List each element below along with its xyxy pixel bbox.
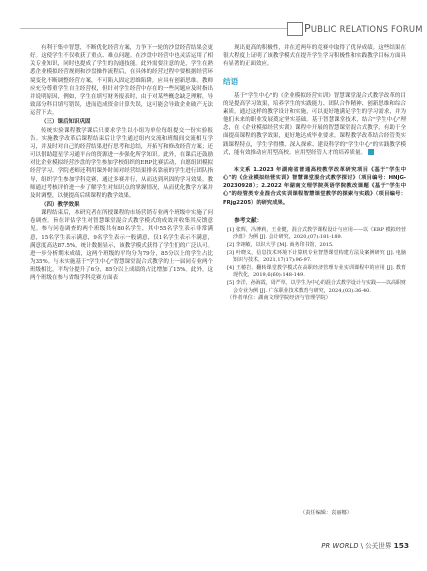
journal-header-title	[304, 22, 423, 35]
conclusion-text: 基于"学生中心"的《企业模拟经营实训》智慧课堂混合式教学改革的目的是提高学习效果，培养学生的实践能力、团队合作精神、创新思维和综合素质。通过这样的教学设计和实施，可以更好地满足学生的学习需求，并为他们未来的职业发展奠定坚实基础。基于智慧课堂技术，结合"学生中心"理念，在《企业模拟经营实训》课程中开展的智慧课堂混合式教学，有助于全面提高课程的教学效果，更好地达成毕业要求。课程教学改革结合经管类实践课程特点，学生学得懂、深入探索、建设科学的"学生中心"的实践教学模式，能有效推动应用型高校。应用型经管人才的培养质量。	[223, 92, 406, 156]
header-title-rest: UBLIC RELATIONS FORUM	[310, 24, 423, 34]
section-title-text: 结语	[223, 77, 239, 87]
left-column	[30, 44, 213, 283]
subsection-heading-3: （三）课后知识巩固	[41, 119, 91, 126]
paragraph: 现出更高的积极性，并在近两年的竞赛中取得了优异成绩。这些结果在很大程度上证明了该教学模式在提升学生学习积极性和实践教学目标方面具有显著的正面效应。	[223, 45, 406, 68]
page-footer	[321, 540, 409, 550]
header-rule	[20, 28, 290, 29]
paragraph: 传统实验课程教学课后只要求学生以小组为单位每组提交一份实验报告。实施教学改革后课程结束后让学生通过组内交流和班级间交流相互学习，并及时对自己的经营结果进行思考和总结，开拓写和修改经营方案；还可以借助超星学习通平台的资源进一步强化所学知识。此外，在课后还鼓励对比企业模拟经营沙盘的学生参加学校组织的ERP比赛活动，自愿组团模拟经营学习。学院老师还利用课外时间对经营结果排名靠前的学生进行团队指导，组织学生参加学科竞赛，通过多赛并行，从而达到巩固的学习效果。教师通过考核评价进一步了解学生对知识点的掌握情况，从而优化教学方案并及时调整，以便提高后续课程的教学效果。	[30, 127, 213, 199]
reference-item: [4] 王椿岩，翻转课堂教学模式在高职经济管理专业实训课程中的应用 [J]. 教育现代化，2019,6(60):148-149.	[227, 264, 406, 279]
funding-note: 本文系 1.2023 年湖南省普通高校教学改革研究项目《基于"学生中心"的《企业模拟经营实训》智慧课堂混合式教学探讨》（项目编号：HNJG-20230928）；2.2022 年湖南文理学院英语学院教改课题《基于"学生中心"的经管类专业混合式实训课程智慧课堂教学的探索与实践》（项目编号：FRjg2205）的研究成果。	[223, 166, 406, 206]
header-box	[287, 22, 303, 36]
footer-brand: PR WORLD	[321, 542, 359, 550]
right-column	[223, 44, 406, 303]
footer-section: 公关世界	[365, 542, 392, 550]
paragraph: 课程结束后，本研究者在所授课程的市场营销专业两个班级中实施了问卷调查。旨在评估学生对智慧课堂混合式教学模式的成效并收集其反馈意见。参与问卷调查的两个班级共有80名学生，其中55名学生表示非常满意，15名学生表示满意，9名学生表示一般满意，仅1名学生表示不满意，满意度高达87.5%，统计数据显示，该教学模式获得了学生们的广泛认可。进一步分析期末成绩，这两个班级的平均分为79分，85分以上的学生占比为35%。与未实施基于"学生中心"智慧课堂混合式教学的上一届同专业两个班级相比，平均分提升了6分，85分以上成绩的占比增加了15%。此外，这两个班级在参与省级学科竞赛方面表	[30, 210, 213, 282]
reference-item: [3] 叶晓义，信息技术环境下计算机专业智慧课堂构建方法及案例研究 [J]. 电脑知识与技术，2021,17(17):96-97.	[227, 249, 406, 264]
reference-item: [2] 李翊敏，以识大学 [M]. 商务印书馆，2015.	[227, 242, 334, 248]
subsection-heading-4: （四）教学效果	[41, 201, 80, 208]
paragraph: 有利于集中智慧，不断优化经营方案，力争下一轮的沙盘经营结果会更好。这使学生不仅收获了重点、难点问题。在沙盘中经营中也灵活运用了相关专业知识，同时也提成了学生的沟通技能。此外需要注意的是，学生在熟悉企业模拟经营规则和沙盘操作流程后，在具体的经营过程中要根据经营环境变化不断调整经营方案，不可陷入固定思维陷阱，应具有创新思维。教师应充分尊重学生自主经营权，但针对学生经营中存在的一些问题应及时指出并说明原因，例如，学生在填写财务报表时，由于对某些概念缺乏理解，导致部分科目填写错误，进而造成资金计算失误，这可能会导致企业破产无法运营下去。	[30, 45, 213, 117]
page-number: 153	[393, 541, 409, 550]
responsible-editor: （责任编辑：袁丽娜）	[300, 510, 352, 516]
conclusion-paragraph	[223, 92, 406, 157]
author-affiliation: （作者单位：湖南文理学院经济与管理学院）	[227, 295, 331, 302]
header-initial: P	[304, 22, 311, 35]
end-of-article-icon	[368, 149, 374, 155]
reference-item: [5] 李洋，孙海霞，周严草，以学生为中心的混合式教学设计与实践——以高职财会专业为例 [J]. 广东职业技术教育与研究，2024,(03):36-40.	[227, 279, 406, 294]
footer-separator: \	[358, 542, 366, 550]
references-title: 参考文献：	[234, 217, 263, 224]
reference-item: [1] 张辉，冯博莉，王业健，混合式教学课程设计与应用——以《ERP 模拟经营沙盘》为例 [J]. 会计研究，2020,(07):181-189.	[227, 226, 406, 241]
section-title-conclusion	[223, 78, 406, 86]
